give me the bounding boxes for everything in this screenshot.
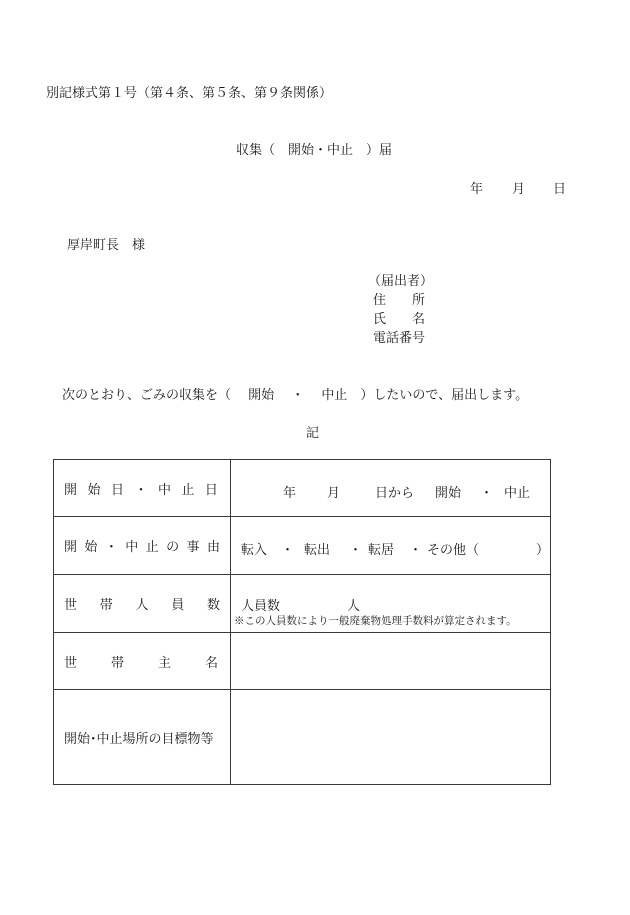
date-day-label: 日 bbox=[553, 182, 567, 197]
reason-separator: ・ bbox=[409, 543, 423, 558]
start-option[interactable]: 開始 bbox=[435, 486, 462, 501]
date-year-label: 年 bbox=[470, 182, 484, 197]
reason-field[interactable] bbox=[231, 517, 551, 575]
year-unit: 年 bbox=[283, 486, 297, 501]
stop-option[interactable]: 中止 bbox=[504, 486, 531, 501]
reason-option-relocation[interactable]: 転居 bbox=[368, 543, 395, 558]
reason-other-close: ） bbox=[536, 543, 550, 558]
addressee: 厚岸町長 様 bbox=[67, 238, 146, 253]
member-count-label: 人員数 bbox=[241, 599, 281, 614]
month-unit: 月 bbox=[327, 486, 341, 501]
filer-name-label: 氏 名 bbox=[373, 312, 426, 327]
reason-option-move-in[interactable]: 転入 bbox=[241, 543, 268, 558]
filer-address-label: 住 所 bbox=[373, 293, 426, 308]
table-row bbox=[54, 575, 551, 633]
fee-note: ※この人員数により一般廃棄物処理手数料が算定されます。 bbox=[234, 615, 517, 627]
row-label-household-head: 世 帯 主 名 bbox=[54, 633, 231, 690]
from-day-unit: 日から bbox=[375, 486, 415, 501]
statement-text: 次のとおり、ごみの収集を（ 開始 ・ 中止 ）したいので、届出します。 bbox=[62, 388, 529, 403]
detail-table bbox=[53, 459, 551, 785]
form-reference: 別記様式第１号（第４条、第５条、第９条関係） bbox=[46, 86, 333, 101]
start-stop-date-field[interactable] bbox=[231, 460, 551, 517]
reason-separator: ・ bbox=[281, 543, 295, 558]
reason-option-move-out[interactable]: 転出 bbox=[304, 543, 331, 558]
table-row bbox=[54, 633, 551, 690]
table-row bbox=[54, 460, 551, 517]
table-row bbox=[54, 517, 551, 575]
reason-option-other[interactable]: その他（ bbox=[427, 543, 480, 558]
table-row bbox=[54, 690, 551, 785]
row-label-start-stop-date: 開 始 日 ・ 中 止 日 bbox=[54, 460, 231, 517]
option-separator: ・ bbox=[480, 486, 494, 501]
member-count-unit: 人 bbox=[347, 599, 361, 614]
landmark-field[interactable] bbox=[231, 690, 551, 785]
row-label-household-count: 世 帯 人 員 数 bbox=[54, 575, 231, 633]
filer-block bbox=[368, 272, 433, 348]
filer-heading: （届出者） bbox=[368, 274, 434, 289]
household-head-field[interactable] bbox=[231, 633, 551, 690]
date-month-label: 月 bbox=[512, 182, 526, 197]
document-title: 収集（ 開始・中止 ）届 bbox=[236, 143, 393, 158]
ki-marker: 記 bbox=[306, 426, 320, 441]
row-label-landmark: 開始･中止場所の目標物等 bbox=[54, 690, 231, 785]
reason-separator: ・ bbox=[349, 543, 363, 558]
row-label-reason: 開 始 ・ 中 止 の 事 由 bbox=[54, 517, 231, 575]
household-count-field[interactable] bbox=[231, 575, 551, 633]
filer-phone-label: 電話番号 bbox=[373, 331, 426, 346]
